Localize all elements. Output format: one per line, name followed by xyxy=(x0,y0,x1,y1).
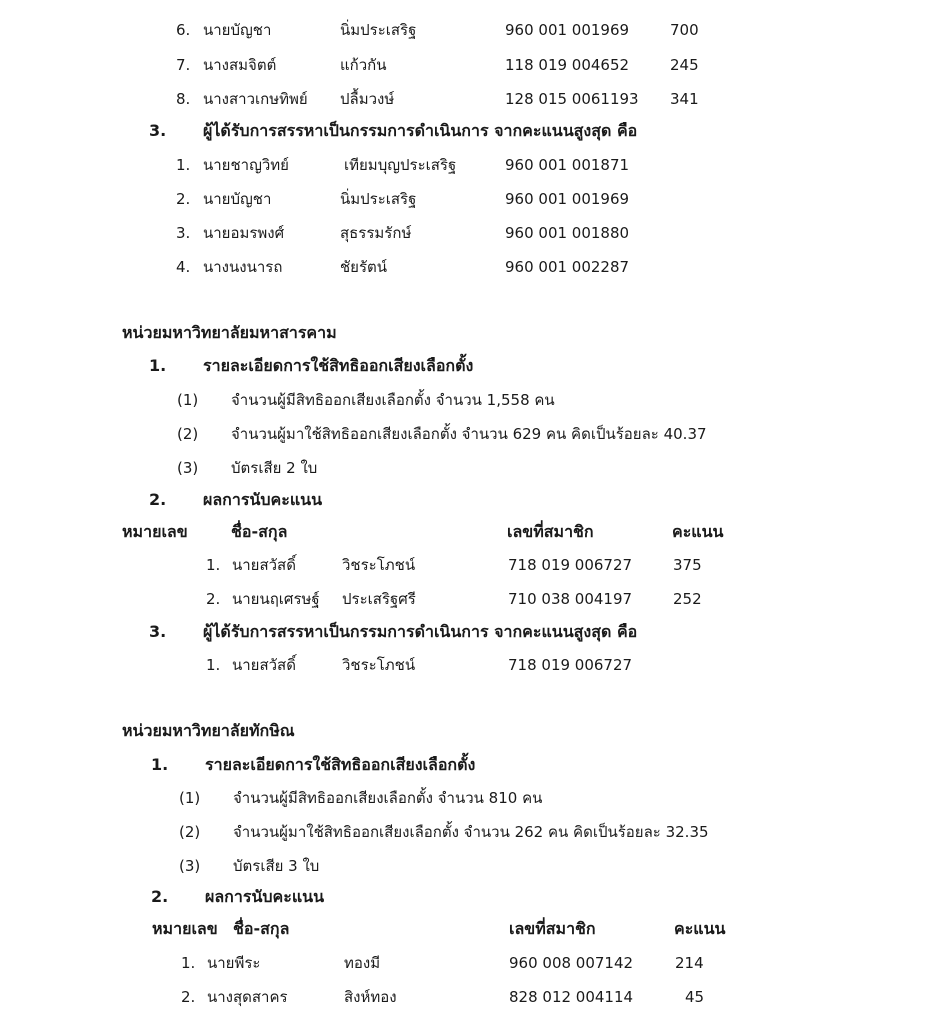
detail-text: จำนวนผู้มาใช้สิทธิออกเสียงเลือกตั้ง จำนวน 629 คน คิดเป็นร้อยละ 40.37 xyxy=(231,425,707,443)
result-first-name: นายสวัสดิ์ xyxy=(232,556,296,574)
result-score: 375 xyxy=(673,556,702,574)
unit-title: หน่วยมหาวิทยาลัยทักษิณ xyxy=(122,721,295,740)
elected-number: 1. xyxy=(206,656,221,674)
result-member-id: 128 015 0061193 xyxy=(505,90,639,108)
detail-number: (2) xyxy=(179,823,201,841)
result-number: 2. xyxy=(181,988,196,1006)
result-member-id: 710 038 004197 xyxy=(508,590,633,608)
result-last-name: นิ่มประเสริฐ xyxy=(340,21,417,39)
result-last-name: ปลื้มวงษ์ xyxy=(340,90,395,108)
section-number: 1. xyxy=(151,755,169,774)
result-member-id: 960 008 007142 xyxy=(509,954,634,972)
result-number: 7. xyxy=(176,56,191,74)
result-number: 6. xyxy=(176,21,191,39)
result-last-name: วิชระโภชน์ xyxy=(342,556,416,574)
elected-last-name: ชัยรัตน์ xyxy=(340,258,388,276)
header-member-id: เลขที่สมาชิก xyxy=(509,919,596,938)
result-first-name: นางสาวเกษทิพย์ xyxy=(203,90,308,108)
detail-number: (1) xyxy=(179,789,201,807)
result-score: 700 xyxy=(670,21,699,39)
result-first-name: นายบัญชา xyxy=(203,21,272,39)
detail-number: (3) xyxy=(177,459,199,477)
result-last-name: ทองมี xyxy=(344,954,381,972)
result-member-id: 718 019 006727 xyxy=(508,556,633,574)
elected-first-name: นายสวัสดิ์ xyxy=(232,656,296,674)
result-first-name: นางสุดสาคร xyxy=(207,988,288,1006)
section-number: 2. xyxy=(149,490,167,509)
result-member-id: 118 019 004652 xyxy=(505,56,630,74)
elected-member-id: 960 001 001871 xyxy=(505,156,630,174)
result-score: 252 xyxy=(673,590,702,608)
elected-first-name: นางนงนารถ xyxy=(203,258,283,276)
header-number: หมายเลข xyxy=(122,522,188,541)
result-member-id: 828 012 004114 xyxy=(509,988,634,1006)
elected-first-name: นายอมรพงศ์ xyxy=(203,224,285,242)
section-title: ผลการนับคะแนน xyxy=(203,490,323,509)
section-title: ผลการนับคะแนน xyxy=(205,887,325,906)
detail-number: (1) xyxy=(177,391,199,409)
result-score: 245 xyxy=(670,56,699,74)
elected-number: 4. xyxy=(176,258,191,276)
section-number: 3. xyxy=(149,622,167,641)
result-member-id: 960 001 001969 xyxy=(505,21,630,39)
elected-heading: ผู้ได้รับการสรรหาเป็นกรรมการดำเนินการ จากคะแนนสูงสุด คือ xyxy=(203,622,638,641)
elected-number: 2. xyxy=(176,190,191,208)
header-number: หมายเลข xyxy=(152,919,218,938)
header-name: ชื่อ-สกุล xyxy=(233,919,290,938)
elected-first-name: นายบัญชา xyxy=(203,190,272,208)
header-score: คะแนน xyxy=(672,522,724,541)
elected-heading: ผู้ได้รับการสรรหาเป็นกรรมการดำเนินการ จากคะแนนสูงสุด คือ xyxy=(203,121,638,140)
result-number: 1. xyxy=(181,954,196,972)
elected-member-id: 960 001 001969 xyxy=(505,190,630,208)
result-last-name: สิงห์ทอง xyxy=(344,988,397,1006)
elected-last-name: วิชระโภชน์ xyxy=(342,656,416,674)
detail-text: บัตรเสีย 2 ใบ xyxy=(231,459,318,477)
section-number: 2. xyxy=(151,887,169,906)
elected-member-id: 960 001 001880 xyxy=(505,224,630,242)
result-first-name: นางสมจิตต์ xyxy=(203,56,277,74)
detail-number: (2) xyxy=(177,425,199,443)
unit-title: หน่วยมหาวิทยาลัยมหาสารคาม xyxy=(122,323,337,342)
section-number: 1. xyxy=(149,356,167,375)
result-first-name: นายพีระ xyxy=(207,954,261,972)
header-score: คะแนน xyxy=(674,919,726,938)
elected-last-name: นิ่มประเสริฐ xyxy=(340,190,417,208)
result-score: 341 xyxy=(670,90,699,108)
section-title: รายละเอียดการใช้สิทธิออกเสียงเลือกตั้ง xyxy=(203,356,474,375)
elected-member-id: 718 019 006727 xyxy=(508,656,633,674)
elected-first-name: นายชาญวิทย์ xyxy=(203,156,289,174)
detail-text: บัตรเสีย 3 ใบ xyxy=(233,857,320,875)
elected-number: 1. xyxy=(176,156,191,174)
elected-last-name: เทียมบุญประเสริฐ xyxy=(344,156,457,174)
section-title: รายละเอียดการใช้สิทธิออกเสียงเลือกตั้ง xyxy=(205,755,476,774)
detail-text: จำนวนผู้มาใช้สิทธิออกเสียงเลือกตั้ง จำนวน 262 คน คิดเป็นร้อยละ 32.35 xyxy=(233,823,709,841)
result-first-name: นายนฤเศรษฐ์ xyxy=(232,590,320,608)
result-score: 45 xyxy=(685,988,705,1006)
detail-text: จำนวนผู้มีสิทธิออกเสียงเลือกตั้ง จำนวน 810 คน xyxy=(233,789,543,807)
result-last-name: แก้วกัน xyxy=(340,56,387,74)
result-number: 1. xyxy=(206,556,221,574)
elected-number: 3. xyxy=(176,224,191,242)
header-name: ชื่อ-สกุล xyxy=(231,522,288,541)
elected-member-id: 960 001 002287 xyxy=(505,258,630,276)
elected-last-name: สุธรรมรักษ์ xyxy=(340,224,412,242)
header-member-id: เลขที่สมาชิก xyxy=(507,522,594,541)
result-number: 2. xyxy=(206,590,221,608)
result-number: 8. xyxy=(176,90,191,108)
detail-text: จำนวนผู้มีสิทธิออกเสียงเลือกตั้ง จำนวน 1,558 คน xyxy=(231,391,555,409)
result-score: 214 xyxy=(675,954,704,972)
detail-number: (3) xyxy=(179,857,201,875)
result-last-name: ประเสริฐศรี xyxy=(342,590,416,608)
section-number: 3. xyxy=(149,121,167,140)
